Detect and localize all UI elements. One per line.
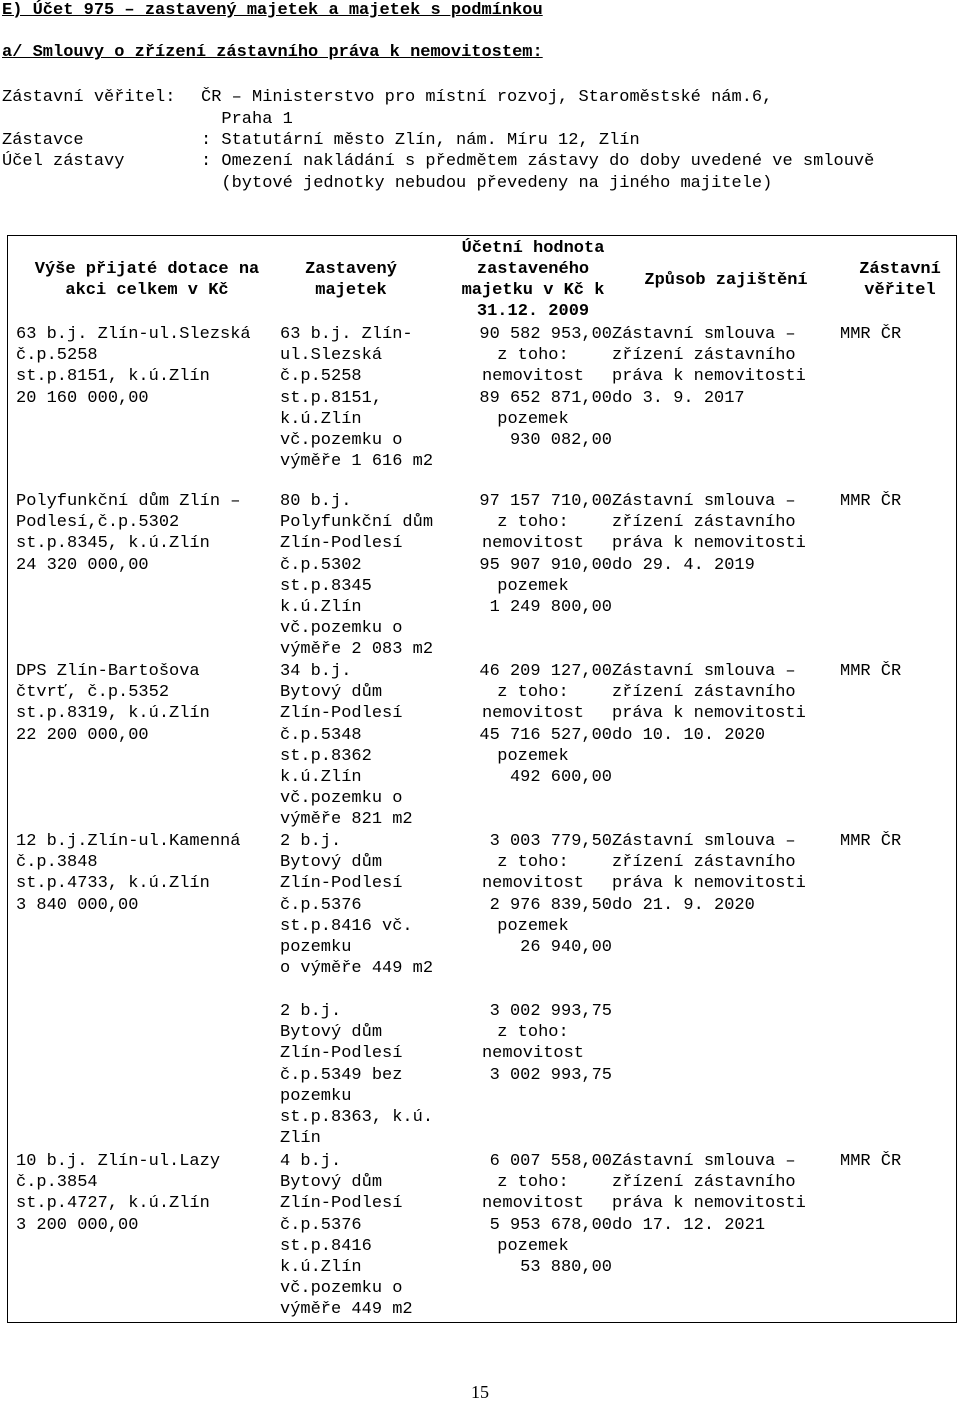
cell-dotace xyxy=(16,491,284,576)
cell-majetek-line: Zlín-Podlesí xyxy=(280,704,403,724)
cell-majetek-line: Zlín-Podlesí xyxy=(280,874,403,894)
cell-dotace-line: DPS Zlín-Bartošova xyxy=(16,662,200,681)
cell-zajisteni-line: Zástavní smlouva – xyxy=(612,1152,796,1171)
cell-hodnota-line: z toho: xyxy=(497,683,569,703)
cell-hodnota-line: 53 880,00 xyxy=(520,1258,612,1278)
cell-hodnota xyxy=(454,324,612,451)
cell-hodnota-line: z toho: xyxy=(497,346,569,366)
cell-hodnota-line: nemovitost xyxy=(481,367,585,387)
cell-hodnota-line: nemovitost xyxy=(481,704,585,724)
cell-veritel xyxy=(840,491,950,512)
cell-dotace-line: čtvrť, č.p.5352 xyxy=(16,683,170,703)
cell-majetek-line: pozemku xyxy=(280,1086,352,1106)
cell-hodnota-line: z toho: xyxy=(497,1023,569,1043)
cell-dotace-line: č.p.3848 xyxy=(16,853,98,873)
cell-hodnota-line: 26 940,00 xyxy=(520,938,612,958)
cell-dotace-line: 63 b.j. Zlín-ul.Slezská xyxy=(16,325,251,344)
cell-hodnota-line: pozemek xyxy=(497,576,569,596)
cell-majetek-line: vč.pozemku o xyxy=(280,1279,403,1299)
cell-dotace xyxy=(16,661,284,746)
cell-veritel xyxy=(840,324,950,345)
cell-majetek xyxy=(280,1151,460,1321)
cell-majetek xyxy=(280,661,460,831)
cell-hodnota-line: 3 002 993,75 xyxy=(489,1002,612,1021)
cell-zajisteni-line: práva k nemovitosti xyxy=(612,704,806,724)
cell-majetek-line: Bytový dům xyxy=(280,683,383,703)
cell-zajisteni-line: do 17. 12. 2021 xyxy=(612,1215,766,1235)
cell-dotace xyxy=(16,831,284,916)
cell-veritel-line: MMR ČR xyxy=(840,1152,902,1171)
cell-zajisteni-line: Zástavní smlouva – xyxy=(612,662,796,681)
cell-dotace-line: st.p.4727, k.ú.Zlín xyxy=(16,1194,210,1214)
cell-majetek-line: k.ú.Zlín xyxy=(280,1258,362,1278)
cell-hodnota-line: 6 007 558,00 xyxy=(489,1152,612,1171)
cell-hodnota-line: pozemek xyxy=(497,746,569,766)
cell-majetek-line: 2 b.j. xyxy=(280,1002,342,1021)
cell-veritel-line: MMR ČR xyxy=(840,832,902,851)
cell-majetek-line: ul.Slezská xyxy=(280,346,383,366)
cell-majetek-line: 2 b.j. xyxy=(280,832,342,851)
cell-veritel-line: MMR ČR xyxy=(840,662,902,681)
pledge-table xyxy=(7,235,957,1323)
cell-majetek-line: vč.pozemku o xyxy=(280,789,403,809)
section-heading-a: a/ Smlouvy o zřízení zástavního práva k nemovitostem: xyxy=(2,43,543,62)
cell-zajisteni-line: zřízení zástavního xyxy=(612,683,796,703)
cell-hodnota-line: 930 082,00 xyxy=(509,431,612,451)
cell-zajisteni-line: do 10. 10. 2020 xyxy=(612,725,766,745)
cell-zajisteni xyxy=(612,661,838,746)
cell-majetek-line: č.p.5302 xyxy=(280,555,362,575)
cell-hodnota-line: 3 002 993,75 xyxy=(489,1065,612,1085)
cell-dotace-line: 20 160 000,00 xyxy=(16,388,149,408)
info-ucel-label: Účel zástavy xyxy=(2,152,125,171)
cell-hodnota-line: 1 249 800,00 xyxy=(489,598,612,618)
cell-majetek-line: st.p.8345 xyxy=(280,576,372,596)
info-ucel xyxy=(2,151,952,194)
cell-majetek-line: Zlín-Podlesí xyxy=(280,1194,403,1214)
cell-zajisteni-line: práva k nemovitosti xyxy=(612,874,806,894)
cell-hodnota-line: 97 157 710,00 xyxy=(479,492,612,511)
cell-hodnota-line: 3 003 779,50 xyxy=(489,832,612,851)
cell-majetek-line: Bytový dům xyxy=(280,853,383,873)
cell-hodnota-line: nemovitost xyxy=(481,874,585,894)
cell-hodnota-line: nemovitost xyxy=(481,1044,585,1064)
cell-majetek xyxy=(280,1001,460,1149)
cell-hodnota-line: pozemek xyxy=(497,1236,569,1256)
info-veritel xyxy=(2,87,952,130)
cell-majetek-line: výměře 1 616 m2 xyxy=(280,452,434,472)
cell-hodnota-line: pozemek xyxy=(497,409,569,429)
cell-veritel-line: MMR ČR xyxy=(840,492,902,511)
header-dotace: Výše přijaté dotace na akci celkem v Kč xyxy=(34,260,260,300)
cell-majetek-line: k.ú.Zlín xyxy=(280,409,362,429)
cell-zajisteni-line: zřízení zástavního xyxy=(612,853,796,873)
cell-zajisteni-line: do 29. 4. 2019 xyxy=(612,555,755,575)
cell-veritel-line: MMR ČR xyxy=(840,325,902,344)
cell-majetek-line: Zlín-Podlesí xyxy=(280,534,403,554)
cell-majetek-line: k.ú.Zlín xyxy=(280,768,362,788)
cell-hodnota-line: z toho: xyxy=(497,853,569,873)
cell-majetek-line: 4 b.j. xyxy=(280,1152,342,1171)
cell-hodnota-line: 5 953 678,00 xyxy=(489,1215,612,1235)
cell-majetek-line: 80 b.j. xyxy=(280,492,352,511)
cell-majetek-line: st.p.8416 xyxy=(280,1236,372,1256)
cell-zajisteni-line: práva k nemovitosti xyxy=(612,367,806,387)
cell-hodnota-line: nemovitost xyxy=(481,534,585,554)
cell-hodnota xyxy=(454,661,612,788)
cell-zajisteni-line: práva k nemovitosti xyxy=(612,534,806,554)
cell-dotace-line: č.p.3854 xyxy=(16,1173,98,1193)
cell-dotace-line: 3 840 000,00 xyxy=(16,895,139,915)
cell-dotace-line: č.p.5258 xyxy=(16,346,98,366)
cell-majetek-line: st.p.8151, xyxy=(280,388,383,408)
cell-zajisteni-line: Zástavní smlouva – xyxy=(612,492,796,511)
header-zajisteni: Způsob zajištění xyxy=(644,270,808,290)
cell-hodnota xyxy=(454,1151,612,1278)
cell-dotace-line: 10 b.j. Zlín-ul.Lazy xyxy=(16,1152,221,1171)
cell-majetek-line: Bytový dům xyxy=(280,1023,383,1043)
cell-majetek-line: výměře 2 083 m2 xyxy=(280,640,434,660)
cell-majetek-line: Zlín xyxy=(280,1129,321,1149)
header-hodnota: Účetní hodnota zastaveného majetku v Kč k 31.12. 2009 xyxy=(461,239,605,321)
cell-veritel xyxy=(840,1151,950,1172)
cell-majetek-line: st.p.8363, k.ú. xyxy=(280,1108,434,1128)
cell-hodnota-line: z toho: xyxy=(497,513,569,533)
cell-hodnota xyxy=(454,1001,612,1086)
cell-majetek-line: 63 b.j. Zlín- xyxy=(280,325,413,344)
cell-majetek xyxy=(280,831,460,979)
cell-dotace xyxy=(16,324,284,409)
cell-majetek-line: výměře 821 m2 xyxy=(280,810,413,830)
cell-dotace-line: 3 200 000,00 xyxy=(16,1215,139,1235)
cell-zajisteni-line: zřízení zástavního xyxy=(612,513,796,533)
header-majetek: Zastavený majetek xyxy=(305,260,397,300)
info-veritel-value: ČR – Ministerstvo pro místní rozvoj, Staroměstské nám.6, Praha 1 xyxy=(201,88,773,129)
info-ucel-value: : Omezení nakládání s předmětem zástavy do doby uvedené ve smlouvě (bytové jednotky nebudou převedeny na jiného majitele) xyxy=(201,152,875,193)
cell-zajisteni xyxy=(612,831,838,916)
info-veritel-label: Zástavní věřitel: xyxy=(2,88,176,107)
cell-dotace-line: Podlesí,č.p.5302 xyxy=(16,513,180,533)
cell-zajisteni-line: práva k nemovitosti xyxy=(612,1194,806,1214)
cell-hodnota-line: 89 652 871,00 xyxy=(479,388,612,408)
cell-hodnota-line: 95 907 910,00 xyxy=(479,555,612,575)
cell-dotace-line: st.p.4733, k.ú.Zlín xyxy=(16,874,210,894)
cell-majetek-line: st.p.8416 vč. xyxy=(280,916,413,936)
cell-hodnota xyxy=(454,491,612,618)
section-heading-e: E) Účet 975 – zastavený majetek a majetek s podmínkou xyxy=(2,1,543,20)
cell-hodnota-line: 2 976 839,50 xyxy=(489,895,612,915)
cell-majetek-line: vč.pozemku o xyxy=(280,619,403,639)
cell-hodnota-line: nemovitost xyxy=(481,1194,585,1214)
cell-majetek-line: st.p.8362 xyxy=(280,746,372,766)
cell-majetek-line: č.p.5376 xyxy=(280,895,362,915)
cell-veritel xyxy=(840,831,950,852)
cell-majetek-line: Zlín-Podlesí xyxy=(280,1044,403,1064)
cell-dotace xyxy=(16,1151,284,1236)
cell-zajisteni-line: do 3. 9. 2017 xyxy=(612,388,745,408)
cell-hodnota-line: z toho: xyxy=(497,1173,569,1193)
cell-majetek-line: č.p.5258 xyxy=(280,367,362,387)
cell-hodnota-line: 45 716 527,00 xyxy=(479,725,612,745)
cell-majetek-line: Polyfunkční dům xyxy=(280,513,434,533)
cell-majetek-line: č.p.5348 xyxy=(280,725,362,745)
cell-majetek-line: pozemku xyxy=(280,938,352,958)
cell-majetek-line: 34 b.j. xyxy=(280,662,352,681)
cell-dotace-line: Polyfunkční dům Zlín – xyxy=(16,492,241,511)
cell-zajisteni-line: Zástavní smlouva – xyxy=(612,325,796,344)
cell-hodnota-line: 492 600,00 xyxy=(509,768,612,788)
cell-zajisteni-line: zřízení zástavního xyxy=(612,346,796,366)
cell-majetek xyxy=(280,324,460,472)
cell-hodnota-line: 46 209 127,00 xyxy=(479,662,612,681)
cell-majetek-line: vč.pozemku o xyxy=(280,431,403,451)
cell-zajisteni xyxy=(612,491,838,576)
cell-hodnota-line: 90 582 953,00 xyxy=(479,325,612,344)
cell-hodnota-line: pozemek xyxy=(497,916,569,936)
info-zastavce-label: Zástavce xyxy=(2,131,84,150)
cell-dotace-line: st.p.8319, k.ú.Zlín xyxy=(16,704,210,724)
cell-majetek-line: k.ú.Zlín xyxy=(280,598,362,618)
info-zastavce-value: : Statutární město Zlín, nám. Míru 12, Zlín xyxy=(201,131,640,150)
header-veritel: Zástavní věřitel xyxy=(859,260,941,300)
info-zastavce xyxy=(2,130,952,152)
cell-hodnota xyxy=(454,831,612,958)
cell-veritel xyxy=(840,661,950,682)
cell-zajisteni-line: zřízení zástavního xyxy=(612,1173,796,1193)
cell-dotace-line: st.p.8151, k.ú.Zlín xyxy=(16,367,210,387)
cell-majetek-line: výměře 449 m2 xyxy=(280,1300,413,1320)
cell-dotace-line: 12 b.j.Zlín-ul.Kamenná xyxy=(16,832,241,851)
cell-majetek-line: Bytový dům xyxy=(280,1173,383,1193)
cell-dotace-line: st.p.8345, k.ú.Zlín xyxy=(16,534,210,554)
cell-dotace-line: 22 200 000,00 xyxy=(16,725,149,745)
cell-zajisteni xyxy=(612,1151,838,1236)
cell-majetek-line: o výměře 449 m2 xyxy=(280,959,434,979)
cell-zajisteni-line: do 21. 9. 2020 xyxy=(612,895,755,915)
cell-zajisteni-line: Zástavní smlouva – xyxy=(612,832,796,851)
cell-dotace-line: 24 320 000,00 xyxy=(16,555,149,575)
cell-majetek xyxy=(280,491,460,661)
page-number: 15 xyxy=(471,1382,489,1402)
cell-majetek-line: č.p.5376 xyxy=(280,1215,362,1235)
cell-majetek-line: č.p.5349 bez xyxy=(280,1065,403,1085)
cell-zajisteni xyxy=(612,324,838,409)
